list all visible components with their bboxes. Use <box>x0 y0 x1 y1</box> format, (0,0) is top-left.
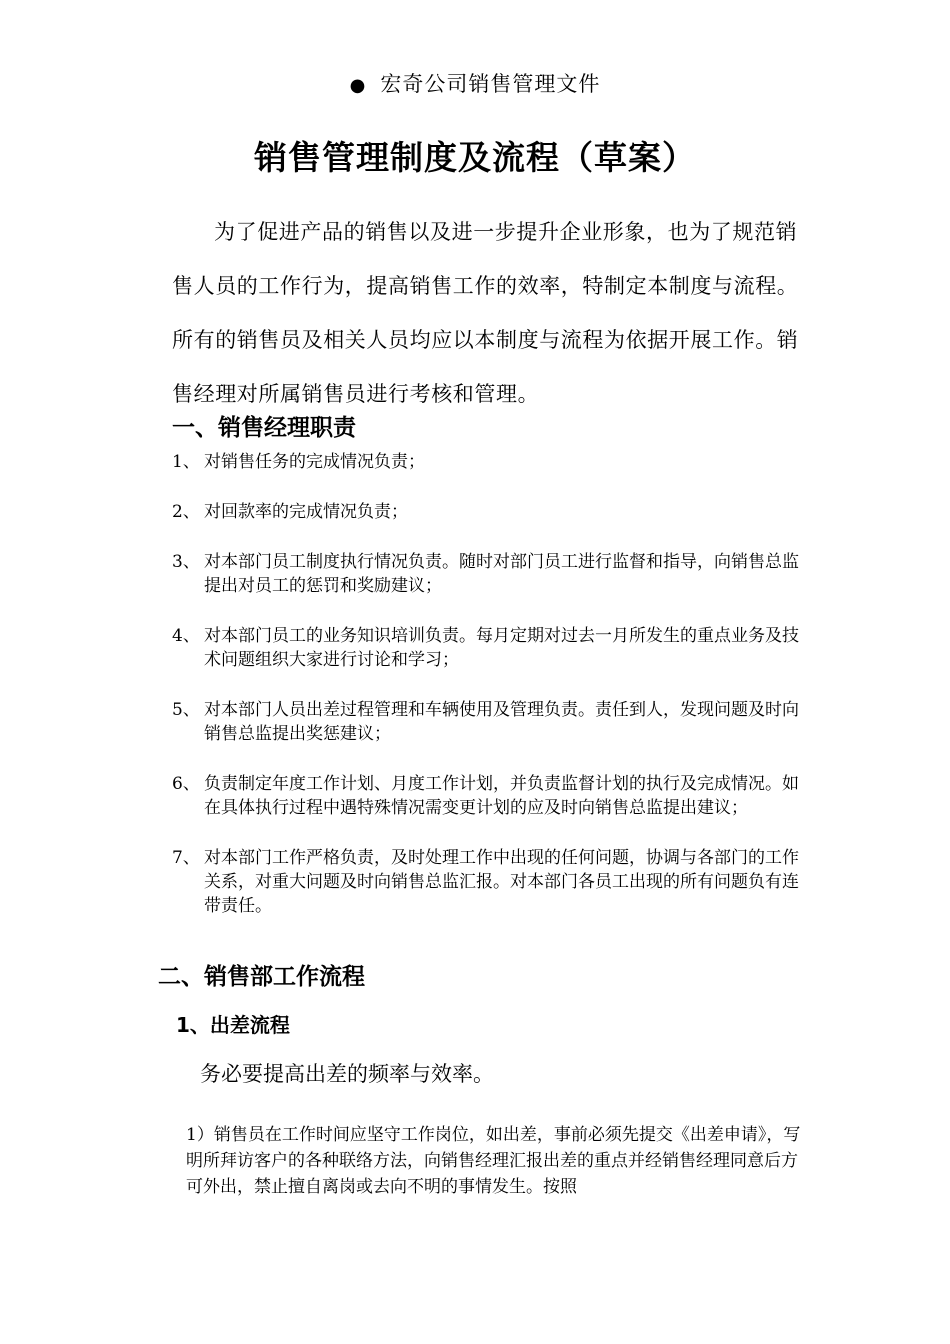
item-text: 对本部门员工制度执行情况负责。随时对部门员工进行监督和指导，向销售总监提出对员工的惩罚和奖励建议； <box>204 552 799 596</box>
item-text: 负责制定年度工作计划、月度工作计划，并负责监督计划的执行及完成情况。如在具体执行过程中遇特殊情况需变更计划的应及时向销售总监提出建议； <box>204 774 799 818</box>
intro-paragraph: 为了促进产品的销售以及进一步提升企业形象，也为了规范销售人员的工作行为，提高销售工作的效率，特制定本制度与流程。所有的销售员及相关人员均应以本制度与流程为依据开展工作。销售经理对所属销售员进行考核和管理。 <box>172 220 799 406</box>
document-title: 销售管理制度及流程（草案） <box>254 138 696 177</box>
list-item <box>172 450 804 474</box>
item-number: 4、 <box>172 626 200 646</box>
subsection-heading: 1、出差流程 <box>176 1013 290 1037</box>
item-number: 5、 <box>172 700 200 720</box>
item-text: 对本部门员工的业务知识培训负责。每月定期对过去一月所发生的重点业务及技术问题组织大家进行讨论和学习； <box>204 626 799 670</box>
list-item <box>172 500 804 524</box>
company-line: 宏奇公司销售管理文件 <box>380 72 601 96</box>
item-number: 6、 <box>172 774 200 794</box>
item-number: 2、 <box>172 502 200 522</box>
list-item <box>172 772 804 820</box>
list-item <box>172 698 804 746</box>
item-text: 对本部门人员出差过程管理和车辆使用及管理负责。责任到人，发现问题及时向销售总监提出奖惩建议； <box>204 700 799 744</box>
list-item <box>172 624 804 672</box>
section2-heading: 二、销售部工作流程 <box>158 964 365 990</box>
subsection-item: 1）销售员在工作时间应坚守工作岗位，如出差，事前必须先提交《出差申请》，写明所拜访客户的各种联络方法，向销售经理汇报出差的重点并经销售经理同意后方可外出，禁止擅自离岗或去向不明的事情发生。按照 <box>186 1125 801 1197</box>
item-number: 3、 <box>172 552 200 572</box>
company-header <box>0 68 950 98</box>
item-number: 1、 <box>172 452 200 472</box>
list-item <box>172 550 804 598</box>
duties-list <box>172 450 804 944</box>
bullet-icon: ● <box>349 75 367 96</box>
list-item <box>172 846 804 918</box>
subsection-paragraph: 务必要提高出差的频率与效率。 <box>200 1062 494 1086</box>
item-text: 对回款率的完成情况负责； <box>204 502 408 522</box>
section1-heading: 一、销售经理职责 <box>172 415 356 441</box>
item-text: 对销售任务的完成情况负责； <box>204 452 425 472</box>
item-text: 对本部门工作严格负责，及时处理工作中出现的任何问题，协调与各部门的工作关系，对重大问题及时向销售总监汇报。对本部门各员工出现的所有问题负有连带责任。 <box>204 848 799 916</box>
item-number: 7、 <box>172 848 200 868</box>
